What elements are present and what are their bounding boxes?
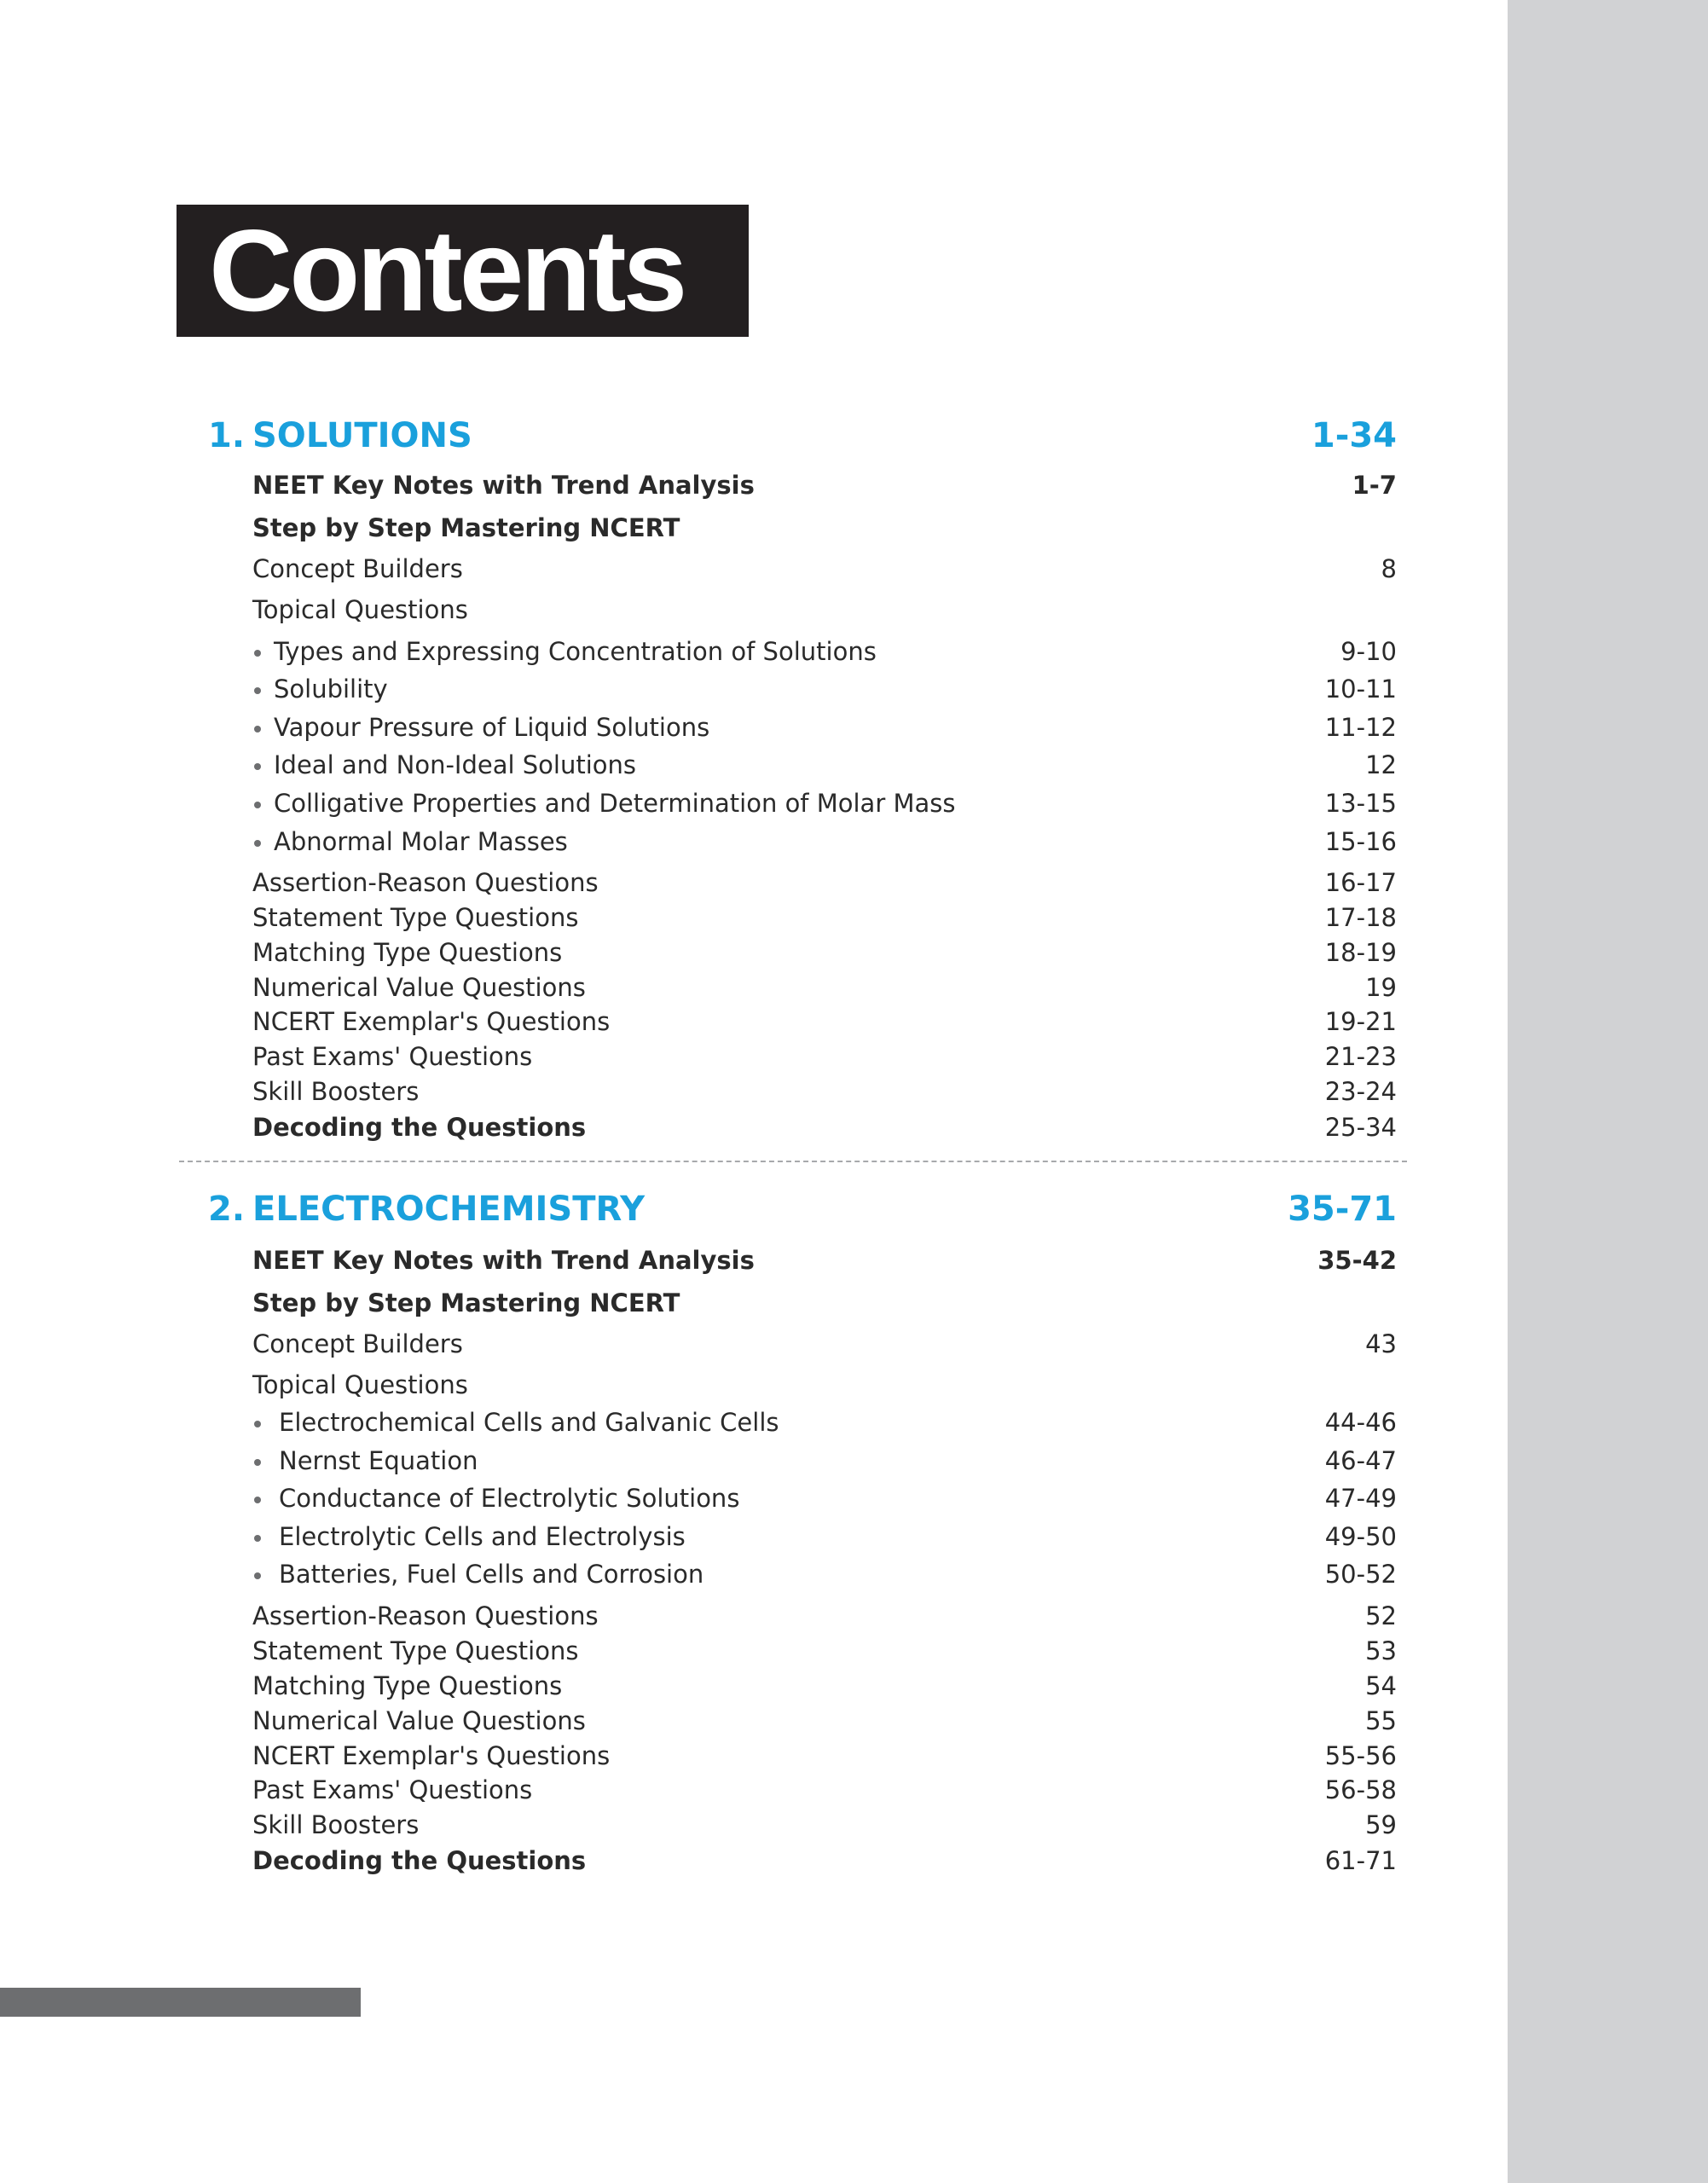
bullet-icon: [254, 1459, 261, 1466]
toc-entry-pages: 47-49: [1324, 1484, 1397, 1513]
toc-entry-neet-key-notes-with-trend-analysis[interactable]: [0, 468, 1708, 502]
toc-entry-label: Conductance of Electrolytic Solutions: [279, 1484, 740, 1513]
toc-entry-neet-key-notes-with-trend-analysis[interactable]: [0, 1243, 1708, 1277]
toc-entry-label: Topical Questions: [252, 1370, 468, 1399]
toc-entry-label: Statement Type Questions: [252, 903, 579, 932]
toc-entry-electrochemical-cells-and-galvanic-cells[interactable]: [0, 1405, 1708, 1439]
toc-entry-label: Statement Type Questions: [252, 1636, 579, 1665]
toc-entry-label: Numerical Value Questions: [252, 1706, 586, 1735]
toc-entry-decoding-the-questions[interactable]: [0, 1110, 1708, 1144]
toc-entry-pages: 55: [1365, 1706, 1397, 1735]
toc-entry-ideal-and-non-ideal-solutions[interactable]: [0, 748, 1708, 782]
toc-entry-label: Abnormal Molar Masses: [274, 827, 568, 856]
toc-entry-label: Matching Type Questions: [252, 1671, 563, 1700]
toc-entry-label: NCERT Exemplar's Questions: [252, 1741, 611, 1770]
toc-entry-ncert-exemplar-s-questions[interactable]: [0, 1005, 1708, 1039]
toc-entry-batteries-fuel-cells-and-corrosion[interactable]: [0, 1557, 1708, 1591]
toc-entry-label: Assertion-Reason Questions: [252, 1601, 599, 1630]
toc-entry-ncert-exemplar-s-questions[interactable]: [0, 1739, 1708, 1773]
bullet-icon: [254, 1497, 261, 1503]
bullet-icon: [254, 840, 261, 847]
bullet-icon: [254, 687, 261, 694]
toc-entry-numerical-value-questions[interactable]: [0, 1704, 1708, 1738]
toc-entry-skill-boosters[interactable]: [0, 1808, 1708, 1842]
toc-entry-concept-builders[interactable]: [0, 552, 1708, 586]
chapter-heading-electrochemistry[interactable]: [0, 1185, 1708, 1233]
toc-entry-pages: 25-34: [1324, 1113, 1397, 1142]
toc-entry-label: Topical Questions: [252, 595, 468, 624]
toc-entry-pages: 35-42: [1317, 1246, 1397, 1275]
chapter-title: ELECTROCHEMISTRY: [252, 1190, 646, 1229]
chapter-number: 2.: [208, 1190, 246, 1229]
toc-entry-past-exams-questions[interactable]: [0, 1773, 1708, 1807]
toc-entry-label: Step by Step Mastering NCERT: [252, 513, 680, 542]
toc-entry-label: Colligative Properties and Determination of Molar Mass: [274, 789, 956, 818]
toc-entry-label: Nernst Equation: [279, 1446, 478, 1475]
toc-entry-decoding-the-questions[interactable]: [0, 1844, 1708, 1878]
toc-entry-label: Concept Builders: [252, 1329, 463, 1358]
toc-entry-pages: 11-12: [1324, 713, 1397, 742]
chapter-pages: 35-71: [1288, 1190, 1397, 1229]
toc-entry-label: Types and Expressing Concentration of Solutions: [274, 637, 877, 666]
bullet-icon: [254, 1535, 261, 1542]
toc-entry-pages: 53: [1365, 1636, 1397, 1665]
bullet-icon: [254, 802, 261, 808]
toc-entry-numerical-value-questions[interactable]: [0, 970, 1708, 1005]
toc-entry-topical-questions[interactable]: [0, 1368, 1708, 1402]
toc-entry-skill-boosters[interactable]: [0, 1074, 1708, 1109]
toc-entry-label: Matching Type Questions: [252, 938, 563, 967]
toc-entry-pages: 54: [1365, 1671, 1397, 1700]
toc-entry-label: Past Exams' Questions: [252, 1775, 533, 1804]
toc-entry-pages: 13-15: [1324, 789, 1397, 818]
toc-entry-label: Skill Boosters: [252, 1810, 420, 1839]
toc-entry-pages: 9-10: [1340, 637, 1397, 666]
chapter-title: SOLUTIONS: [252, 416, 472, 455]
toc-entry-label: Assertion-Reason Questions: [252, 868, 599, 897]
toc-entry-abnormal-molar-masses[interactable]: [0, 825, 1708, 859]
toc-entry-pages: 18-19: [1324, 938, 1397, 967]
toc-entry-statement-type-questions[interactable]: [0, 900, 1708, 935]
toc-entry-label: Electrolytic Cells and Electrolysis: [279, 1522, 686, 1551]
toc-entry-colligative-properties-and-determination-of-molar-mass[interactable]: [0, 786, 1708, 820]
toc-entry-pages: 50-52: [1324, 1560, 1397, 1589]
chapter-pages: 1-34: [1311, 416, 1397, 455]
toc-entry-label: Numerical Value Questions: [252, 973, 586, 1002]
toc-entry-label: Electrochemical Cells and Galvanic Cells: [279, 1408, 779, 1437]
toc-entry-pages: 12: [1365, 750, 1397, 779]
toc-entry-pages: 23-24: [1324, 1077, 1397, 1106]
toc-entry-pages: 44-46: [1324, 1408, 1397, 1437]
toc-entry-pages: 61-71: [1324, 1846, 1397, 1875]
bullet-icon: [254, 1421, 261, 1427]
chapter-divider: [179, 1161, 1407, 1162]
toc-entry-pages: 17-18: [1324, 903, 1397, 932]
toc-entry-pages: 15-16: [1324, 827, 1397, 856]
toc-entry-pages: 10-11: [1324, 675, 1397, 704]
toc-entry-label: Vapour Pressure of Liquid Solutions: [274, 713, 710, 742]
bullet-icon: [254, 650, 261, 657]
toc-entry-pages: 21-23: [1324, 1042, 1397, 1071]
toc-entry-label: Concept Builders: [252, 554, 463, 583]
toc-entry-pages: 43: [1365, 1329, 1397, 1358]
toc-entry-pages: 16-17: [1324, 868, 1397, 897]
toc-entry-vapour-pressure-of-liquid-solutions[interactable]: [0, 710, 1708, 744]
bullet-icon: [254, 1572, 261, 1579]
toc-entry-matching-type-questions[interactable]: [0, 1669, 1708, 1703]
toc-entry-pages: 19-21: [1324, 1007, 1397, 1036]
chapter-heading-solutions[interactable]: [0, 412, 1708, 460]
toc-entry-topical-questions[interactable]: [0, 593, 1708, 627]
page-footer-bar: [0, 1988, 361, 2017]
toc-entry-conductance-of-electrolytic-solutions[interactable]: [0, 1481, 1708, 1515]
toc-entry-label: Past Exams' Questions: [252, 1042, 533, 1071]
toc-entry-pages: 8: [1381, 554, 1397, 583]
toc-entry-pages: 46-47: [1324, 1446, 1397, 1475]
toc-entry-label: NEET Key Notes with Trend Analysis: [252, 471, 755, 500]
toc-entry-pages: 1-7: [1352, 471, 1397, 500]
toc-entry-label: NCERT Exemplar's Questions: [252, 1007, 611, 1036]
toc-entry-label: Solubility: [274, 675, 388, 704]
toc-entry-types-and-expressing-concentration-of-solutions[interactable]: [0, 634, 1708, 669]
toc-entry-past-exams-questions[interactable]: [0, 1039, 1708, 1074]
toc-entry-pages: 52: [1365, 1601, 1397, 1630]
toc-entry-pages: 56-58: [1324, 1775, 1397, 1804]
toc-entry-assertion-reason-questions[interactable]: [0, 866, 1708, 900]
toc-entry-concept-builders[interactable]: [0, 1327, 1708, 1361]
toc-entry-label: Skill Boosters: [252, 1077, 420, 1106]
page-title: Contents: [209, 206, 685, 335]
toc-entry-pages: 59: [1365, 1810, 1397, 1839]
toc-entry-electrolytic-cells-and-electrolysis[interactable]: [0, 1520, 1708, 1554]
toc-entry-step-by-step-mastering-ncert[interactable]: [0, 511, 1708, 545]
toc-entry-nernst-equation[interactable]: [0, 1444, 1708, 1478]
toc-entry-pages: 49-50: [1324, 1522, 1397, 1551]
toc-entry-solubility[interactable]: [0, 672, 1708, 706]
toc-entry-statement-type-questions[interactable]: [0, 1634, 1708, 1668]
toc-entry-assertion-reason-questions[interactable]: [0, 1599, 1708, 1633]
toc-entry-label: Decoding the Questions: [252, 1846, 587, 1875]
bullet-icon: [254, 726, 261, 732]
toc-entry-step-by-step-mastering-ncert[interactable]: [0, 1286, 1708, 1320]
bullet-icon: [254, 763, 261, 770]
toc-entry-label: Step by Step Mastering NCERT: [252, 1288, 680, 1317]
toc-entry-pages: 19: [1365, 973, 1397, 1002]
toc-entry-label: Batteries, Fuel Cells and Corrosion: [279, 1560, 704, 1589]
toc-entry-matching-type-questions[interactable]: [0, 935, 1708, 970]
toc-entry-pages: 55-56: [1324, 1741, 1397, 1770]
toc-entry-label: Decoding the Questions: [252, 1113, 587, 1142]
toc-entry-label: NEET Key Notes with Trend Analysis: [252, 1246, 755, 1275]
toc-entry-label: Ideal and Non-Ideal Solutions: [274, 750, 637, 779]
chapter-number: 1.: [208, 416, 246, 455]
